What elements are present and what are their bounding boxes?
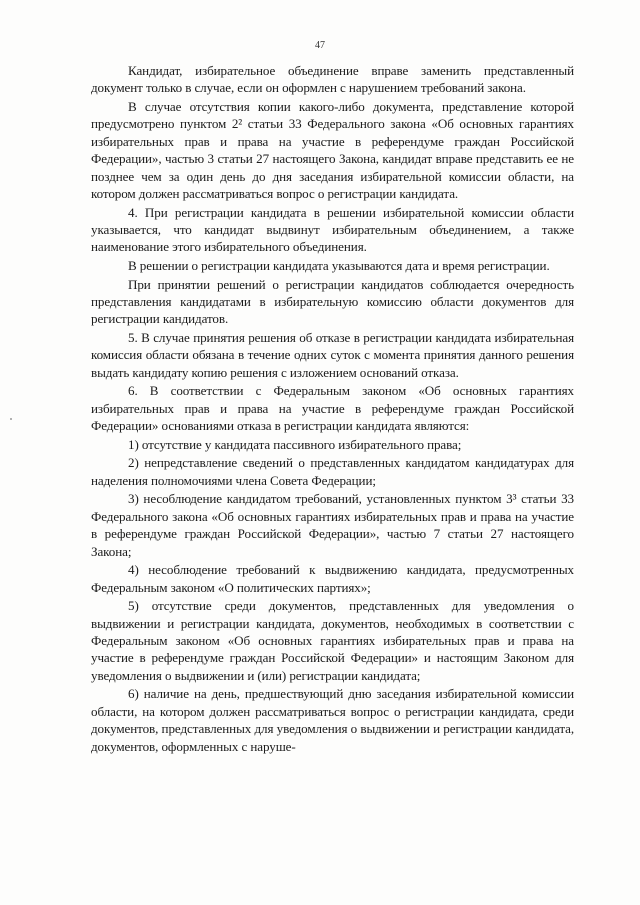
page-number: 47 [315, 40, 325, 51]
list-item-ground-1: 1) отсутствие у кандидата пассивного избирательного права; [128, 436, 462, 452]
list-item-ground-6: 6) наличие на день, предшествующий дню заседания избирательной комиссии области, на котором должен рассматриваться вопрос о регистрации кандидата, среди документов, представленных для уведомления о выдвижении и регистрации кандидата, документов, оформленных с наруше- [91, 686, 574, 754]
paragraph-missing-copy: В случае отсутствия копии какого-либо документа, представление которой предусмотрено пунктом 2² статьи 33 Федерального закона «Об основных гарантиях избирательных прав и права на участие в референдуме граждан Российской Федерации», частью 3 статьи 27 настоящего Закона, кандидат вправе представить ее не позднее чем за один день до дня заседания избирательной комиссии области, на котором должен рассматриваться вопрос о регистрации кандидата. [91, 99, 574, 202]
list-item-ground-2: 2) непредставление сведений о представленных кандидатом кандидатурах для наделения полномочиями члена Совета Федерации; [91, 455, 574, 488]
document-body [91, 62, 574, 755]
paragraph-replacement-of-documents: Кандидат, избирательное объединение вправе заменить представленный документ только в случае, если он оформлен с нарушением требований закона. [91, 63, 574, 96]
paragraph-registration-date-time: В решении о регистрации кандидата указываются дата и время регистрации. [128, 258, 550, 274]
scan-speck [10, 418, 12, 420]
paragraph-item-6-grounds-intro: 6. В соответствии с Федеральным законом «Об основных гарантиях избирательных прав и права на участие в референдуме граждан Российской Федерации» основаниями отказа в регистрации кандидата являются: [91, 383, 574, 434]
list-item-ground-5: 5) отсутствие среди документов, представленных для уведомления о выдвижении и регистрации кандидата, документов, необходимых в соответствии с Федеральным законом «Об основных гарантиях избирательных прав и права на участие в референдуме граждан Российской Федерации» и настоящим Законом для уведомления о выдвижении и (или) регистрации кандидата; [91, 598, 574, 683]
list-item-ground-3: 3) несоблюдение кандидатом требований, установленных пунктом 3³ статьи 33 Федерального закона «Об основных гарантиях избирательных прав и права на участие в референдуме граждан Российской Федерации», частью 7 статьи 27 настоящего Закона; [91, 491, 574, 559]
paragraph-item-5-refusal-copy: 5. В случае принятия решения об отказе в регистрации кандидата избирательная комиссия области обязана в течение одних суток с момента принятия данного решения выдать кандидату копию решения с изложением оснований отказа. [91, 330, 574, 380]
paragraph-item-4-registration-decision: 4. При регистрации кандидата в решении избирательной комиссии области указывается, что кандидат выдвинут избирательным объединением, а также наименование этого избирательного объединения. [91, 204, 574, 255]
paragraph-order-of-submission: При принятии решений о регистрации кандидатов соблюдается очередность представления кандидатами в избирательную комиссию области документов для регистрации кандидатов. [91, 276, 574, 327]
list-item-ground-4: 4) несоблюдение требований к выдвижению кандидата, предусмотренных Федеральным законом «О политических партиях»; [91, 562, 574, 595]
